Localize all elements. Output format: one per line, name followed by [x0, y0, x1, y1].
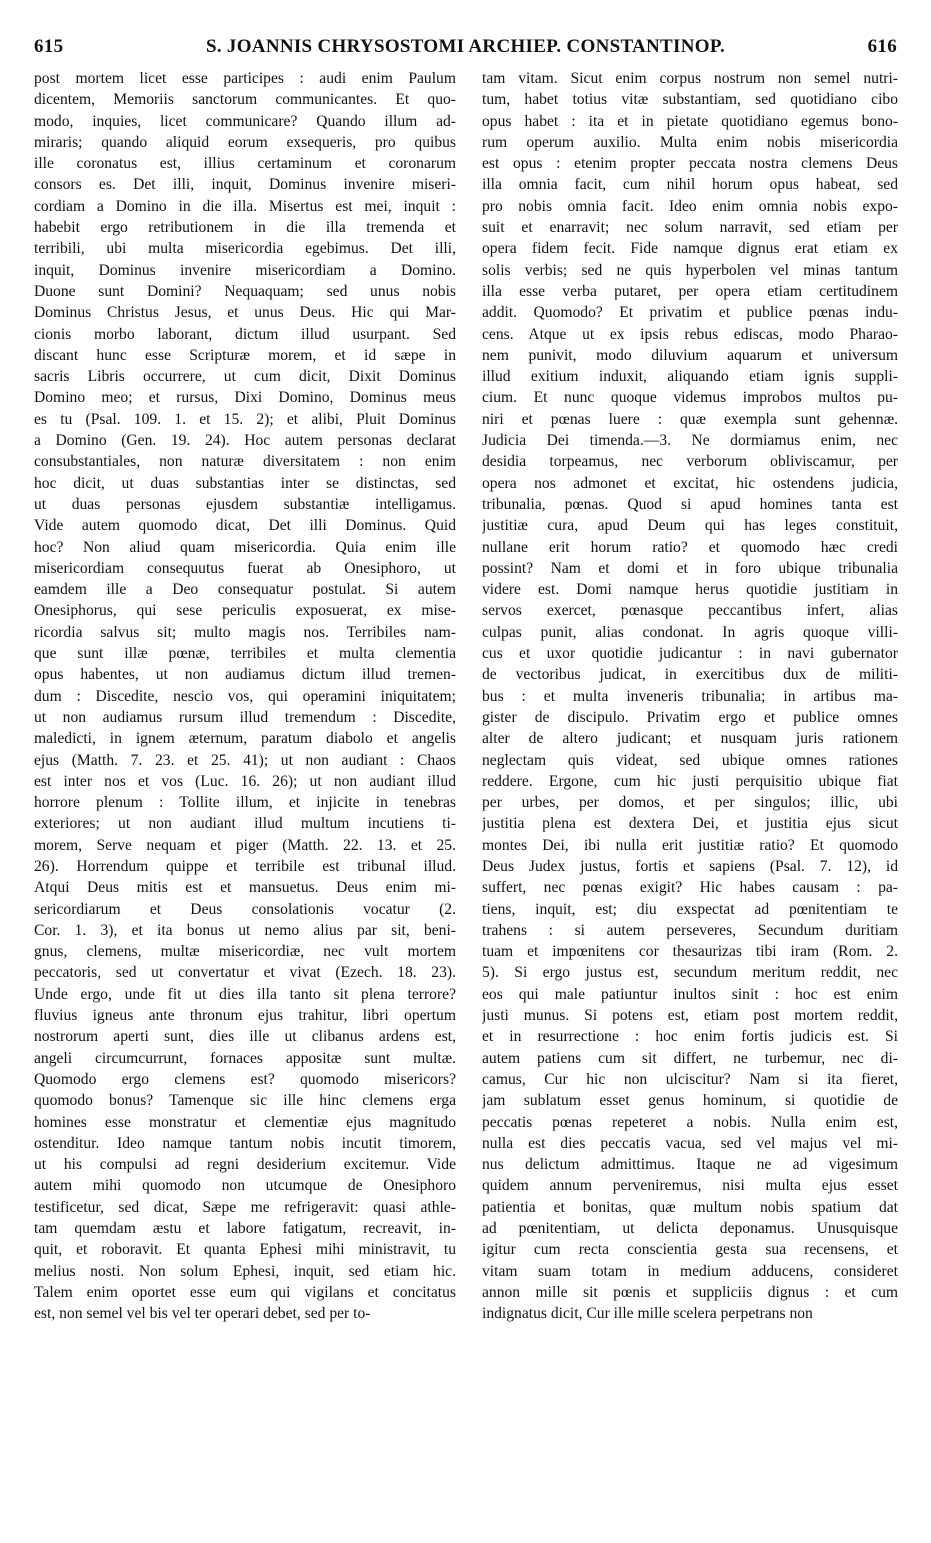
text-line: cordiam a Domino in die illa. Misertus est mei, inquit :	[34, 197, 456, 215]
text-line: modo, inquies, licet communicare? Quando illum ad-	[34, 112, 456, 130]
text-line: ut his compulsi ad regni desiderium excitemur. Vide	[34, 1156, 456, 1174]
text-line: Quomodo ergo clemens est? quomodo misericors?	[34, 1070, 456, 1088]
text-line: culpas punit, alias condonat. In agris quoque villi-	[482, 623, 898, 641]
page-number-left: 615	[34, 36, 64, 57]
text-line: indignatus dicit, Cur ille mille scelera perpetrans non	[482, 1305, 813, 1323]
text-line: sericordiarum et Deus consolationis vocatur (2.	[34, 900, 456, 918]
text-line: Domino meo; et rursus, Dixi Domino, Dominus meus	[34, 389, 456, 407]
text-line: desidia torpeamus, nec verborum obliviscamur, per	[482, 453, 898, 471]
text-line: 26). Horrendum quippe et terribile est tribunal illud.	[34, 857, 456, 875]
text-line: melius nosti. Non solum Ephesi, inquit, sed etiam hic.	[34, 1262, 456, 1280]
text-line: tam vitam. Sicut enim corpus nostrum non semel nutri-	[482, 70, 898, 87]
text-line: Duone sunt Domini? Nequaquam; sed unus nobis	[34, 282, 456, 300]
text-line: discant hunc esse Scripturæ morem, et id sæpe in	[34, 346, 456, 364]
text-line: 5). Si ergo justus est, secundum meritum reddit, nec	[482, 964, 898, 982]
text-line: tum, habet totius vitæ substantiam, sed quotidiano cibo	[482, 91, 898, 109]
text-line: nostrorum aperti sunt, dies ille ut clibanus ardens est,	[34, 1028, 456, 1046]
text-line: jam sublatum esset genus hominum, si quotidie de	[482, 1092, 898, 1110]
text-line: miraris; quando aliquid eorum exsequeris, pro quibus	[34, 133, 456, 151]
text-line: annon mille sit pœnis et suppliciis dignus : et cum	[482, 1283, 898, 1301]
text-line: gnus, clemens, multæ misericordiæ, nec vult mortem	[34, 943, 456, 961]
text-line: gister de discipulo. Privatim ergo et publice omnes	[482, 708, 898, 726]
text-line: justitiæ cura, apud Deum qui has leges constituit,	[482, 517, 898, 535]
text-line: eamdem ille a Deo consequatur postulat. Si autem	[34, 581, 456, 599]
text-line: ille coronatus est, illius certaminum et coronarum	[34, 155, 456, 173]
text-line: nem punivit, modo diluvium aquarum et universum	[482, 346, 898, 364]
text-line: justi munus. Si potens est, etiam post mortem reddit,	[482, 1007, 898, 1025]
text-line: cium. Et nunc quoque videmus improbos multos pu-	[482, 389, 898, 407]
text-line: exteriores; ut non audiant illud multum incutiens ti-	[34, 815, 456, 833]
text-line: quidem annum perveniremus, nisi multa ejus esset	[482, 1177, 898, 1195]
text-line: consubstantiales, non naturæ diversitatem : non enim	[34, 453, 456, 471]
text-line: misericordiam consequutus fuerat ab Onesiphoro, ut	[34, 559, 456, 577]
text-line: quit, et roboravit. Et quanta Ephesi mihi ministravit, tu	[34, 1241, 456, 1259]
text-line: est inter nos et vos (Luc. 16. 26); ut non audiant illud	[34, 772, 456, 790]
text-line: quomodo bonus? Tamenque sic ille hinc clemens erga	[34, 1092, 456, 1110]
text-line: bus : et multa inveneris tribunalia; in artibus ma-	[482, 687, 898, 705]
text-line: illa omnia facit, cum nihil horum opus habeat, sed	[482, 176, 898, 194]
page-number-right: 616	[867, 36, 897, 57]
text-line: Dominus Christus Jesus, et unus Deus. Hic qui Mar-	[34, 304, 456, 322]
text-line: nulla est dies peccatis vacua, sed vel majus vel mi-	[482, 1134, 898, 1152]
text-line: nus delictum admittimus. Itaque ne ad vigesimum	[482, 1156, 898, 1174]
text-line: cens. Atque ut ex ipsis rebus ediscas, modo Pharao-	[482, 325, 898, 343]
text-line: habebit ergo retributionem in die illa tremenda et	[34, 219, 456, 237]
text-line: possint? Nam et domi et in foro ubique tribunalia	[482, 559, 898, 577]
text-line: alter de altero judicant; et nusquam juris rationem	[482, 730, 898, 748]
text-line: ut non audiamus rursum illud tremendum : Discedite,	[34, 708, 456, 726]
text-line: camus, Cur hic non ulciscitur? Nam si ita fieret,	[482, 1070, 898, 1088]
text-line: illud exitium induxit, aliquando etiam ignis suppli-	[482, 368, 898, 386]
text-line: post mortem licet esse participes : audi enim Paulum	[34, 70, 456, 87]
text-line: opus habet : ita et in pietate quotidiano egemus bono-	[482, 112, 898, 130]
text-line: videre est. Domi namque herus quotidie justitiam in	[482, 581, 898, 599]
text-line: montes Dei, ibi nulla erit justitiæ ratio? Et quomodo	[482, 836, 898, 854]
text-line: servos exercet, pœnasque peccantibus infert, alias	[482, 602, 898, 620]
text-line: nullane erit horum ratio? et quomodo hæc credi	[482, 538, 898, 556]
text-line: addit. Quomodo? Et privatim et publice pœnas indu-	[482, 304, 898, 322]
text-line: Vide autem quomodo dicat, Det illi Dominus. Quid	[34, 517, 456, 535]
text-line: niri et pœnas luere : quæ exempla sunt gehennæ.	[482, 410, 898, 428]
text-line: opera nos admonet et excitat, hic ostendens judicia,	[482, 474, 898, 492]
text-line: eos qui male patiuntur inultos sinit : hoc est enim	[482, 985, 898, 1003]
text-line: trahens : si autem perseveres, Secundum duritiam	[482, 921, 898, 939]
text-line: Deus Judex justus, fortis et sapiens (Psal. 7. 12), id	[482, 857, 898, 875]
text-line: morem, Serve nequam et piger (Matth. 22. 13. et 25.	[34, 836, 456, 854]
text-line: horrore plenum : Tollite illum, et injicite in tenebras	[34, 794, 456, 812]
text-line: justitia plena est dextera Dei, et justitia ejus sicut	[482, 815, 898, 833]
text-line: inquit, Dominus invenire misericordiam a Domino.	[34, 261, 456, 279]
text-line: tam quemdam æstu et labore fatigatum, recreavit, in-	[34, 1220, 456, 1238]
text-line: peccatis pœnas repeteret a nobis. Nulla enim est,	[482, 1113, 898, 1131]
text-line: neglectam quis videat, sed ubique omnes rationes	[482, 751, 898, 769]
text-line: Onesiphorus, qui sese periculis exposuerat, ex mise-	[34, 602, 456, 620]
text-line: per urbes, per domos, et per singulos; illic, ubi	[482, 794, 898, 812]
text-line: terribili, ubi multa misericordia egebimus. Det illi,	[34, 240, 456, 258]
text-line: ejus (Matth. 7. 23. et 25. 41); ut non audiant : Chaos	[34, 751, 456, 769]
text-line: ut duas personas ejusdem substantiæ intelligamus.	[34, 495, 456, 513]
text-line: hoc? Non aliud quam misericordia. Quia enim ille	[34, 538, 456, 556]
text-line: ricordia salvus sit; multo magis nos. Terribiles nam-	[34, 623, 456, 641]
text-line: tiens, inquit, est; diu exspectat ad pœnitentiam te	[482, 900, 898, 918]
text-line: opus habentes, ut non audiamus dictum illud tremen-	[34, 666, 456, 684]
running-title: S. JOANNIS CHRYSOSTOMI ARCHIEP. CONSTANTINOP.	[205, 36, 726, 57]
text-line: illa esse verba putaret, per opera etiam certitudinem	[482, 282, 898, 300]
text-line: pro nobis omnia facit. Ideo enim omnia nobis expo-	[482, 197, 898, 215]
text-line: maledicti, in ignem æternum, paratum diabolo et angelis	[34, 730, 456, 748]
text-line: Judicia Dei timenda.—3. Ne dormiamus enim, nec	[482, 432, 898, 450]
text-line: est, non semel vel bis vel ter operari debet, sed per to-	[34, 1305, 371, 1323]
text-line: vitam suam totam in medium adducens, consideret	[482, 1262, 898, 1280]
text-line: ad pœnitentiam, ut delicta deponamus. Unusquisque	[482, 1220, 898, 1238]
text-line: dicentem, Memoriis sanctorum communicantes. Et quo-	[34, 91, 456, 109]
text-line: peccatoris, sed ut convertatur et vivat (Ezech. 18. 23).	[34, 964, 456, 982]
text-line: sacris Libris occurrere, ut cum dicit, Dixit Dominus	[34, 368, 456, 386]
text-line: cionis morbo laborant, dictum illud usurpant. Sed	[34, 325, 456, 343]
text-line: autem patiens cum sit differt, ne turbemur, nec di-	[482, 1049, 898, 1067]
text-line: consors es. Det illi, inquit, Dominus invenire miseri-	[34, 176, 456, 194]
text-line: Unde ergo, unde fit ut dies illa tanto sit plena terrore?	[34, 985, 456, 1003]
text-line: igitur cum recta conscientia gesta sua recensens, et	[482, 1241, 898, 1259]
text-line: dum : Discedite, nescio vos, qui operamini iniquitatem;	[34, 687, 456, 705]
text-line: opera fidem fecit. Fide namque dignus erat etiam ex	[482, 240, 898, 258]
text-line: cus et uxor quotidie judicantur : in navi gubernator	[482, 645, 898, 663]
text-line: Talem enim oportet esse eum qui vigilans et concitatus	[34, 1283, 456, 1301]
text-line: suffert, nec pœnas exigit? Hic habes causam : pa-	[482, 879, 898, 897]
text-line: reddere. Ergone, cum hic justi perquisitio ubique fiat	[482, 772, 898, 790]
text-line: suit et enarravit; nec solum narravit, sed etiam per	[482, 219, 898, 237]
text-line: fluvius igneus ante thronum ejus trahitur, libri opertum	[34, 1007, 456, 1025]
text-line: testificetur, sed dicat, Sæpe me refrigeravit: quasi athle-	[34, 1198, 456, 1216]
text-line: solis verbis; sed ne quis hyperbolen vel minas tantum	[482, 261, 898, 279]
text-line: Atqui Deus mitis est et mansuetus. Deus enim mi-	[34, 879, 456, 897]
text-line: hoc dicit, ut duas substantias inter se distinctas, sed	[34, 474, 456, 492]
text-line: patientia et bonitas, quæ multum nobis spatium dat	[482, 1198, 898, 1216]
text-line: rum operum auxilio. Multa enim nobis misericordia	[482, 133, 898, 151]
text-line: homines esse monstratur et clementiæ ejus magnitudo	[34, 1113, 456, 1131]
text-line: que sunt illæ pœnæ, terribiles et multa clementia	[34, 645, 456, 663]
text-line: ostenditur. Ideo namque tantum nobis incutit timorem,	[34, 1134, 456, 1152]
text-line: tuam et impœnitens cor thesaurizas tibi iram (Rom. 2.	[482, 943, 898, 961]
text-line: es tu (Psal. 109. 1. et 15. 2); et alibi, Pluit Dominus	[34, 410, 456, 428]
left-text-column	[34, 68, 456, 1325]
running-header	[34, 36, 897, 62]
text-line: est opus : etenim propter peccata nostra clemens Deus	[482, 155, 898, 173]
text-line: a Domino (Gen. 19. 24). Hoc autem personas declarat	[34, 432, 456, 450]
text-line: autem mihi quomodo non utcumque de Onesiphoro	[34, 1177, 456, 1195]
text-line: et in resurrectione : hoc enim fortis judicis est. Si	[482, 1028, 898, 1046]
text-line: Cor. 1. 3), et ita bonus ut nemo alius par sit, beni-	[34, 921, 456, 939]
text-line: de vectoribus judicat, in exercitibus dux de militi-	[482, 666, 898, 684]
right-text-column	[482, 68, 898, 1325]
text-line: angeli circumcurrunt, fornaces appositæ sunt multæ.	[34, 1049, 456, 1067]
text-line: tribunalia, pœnas. Quod si apud homines tanta est	[482, 495, 898, 513]
